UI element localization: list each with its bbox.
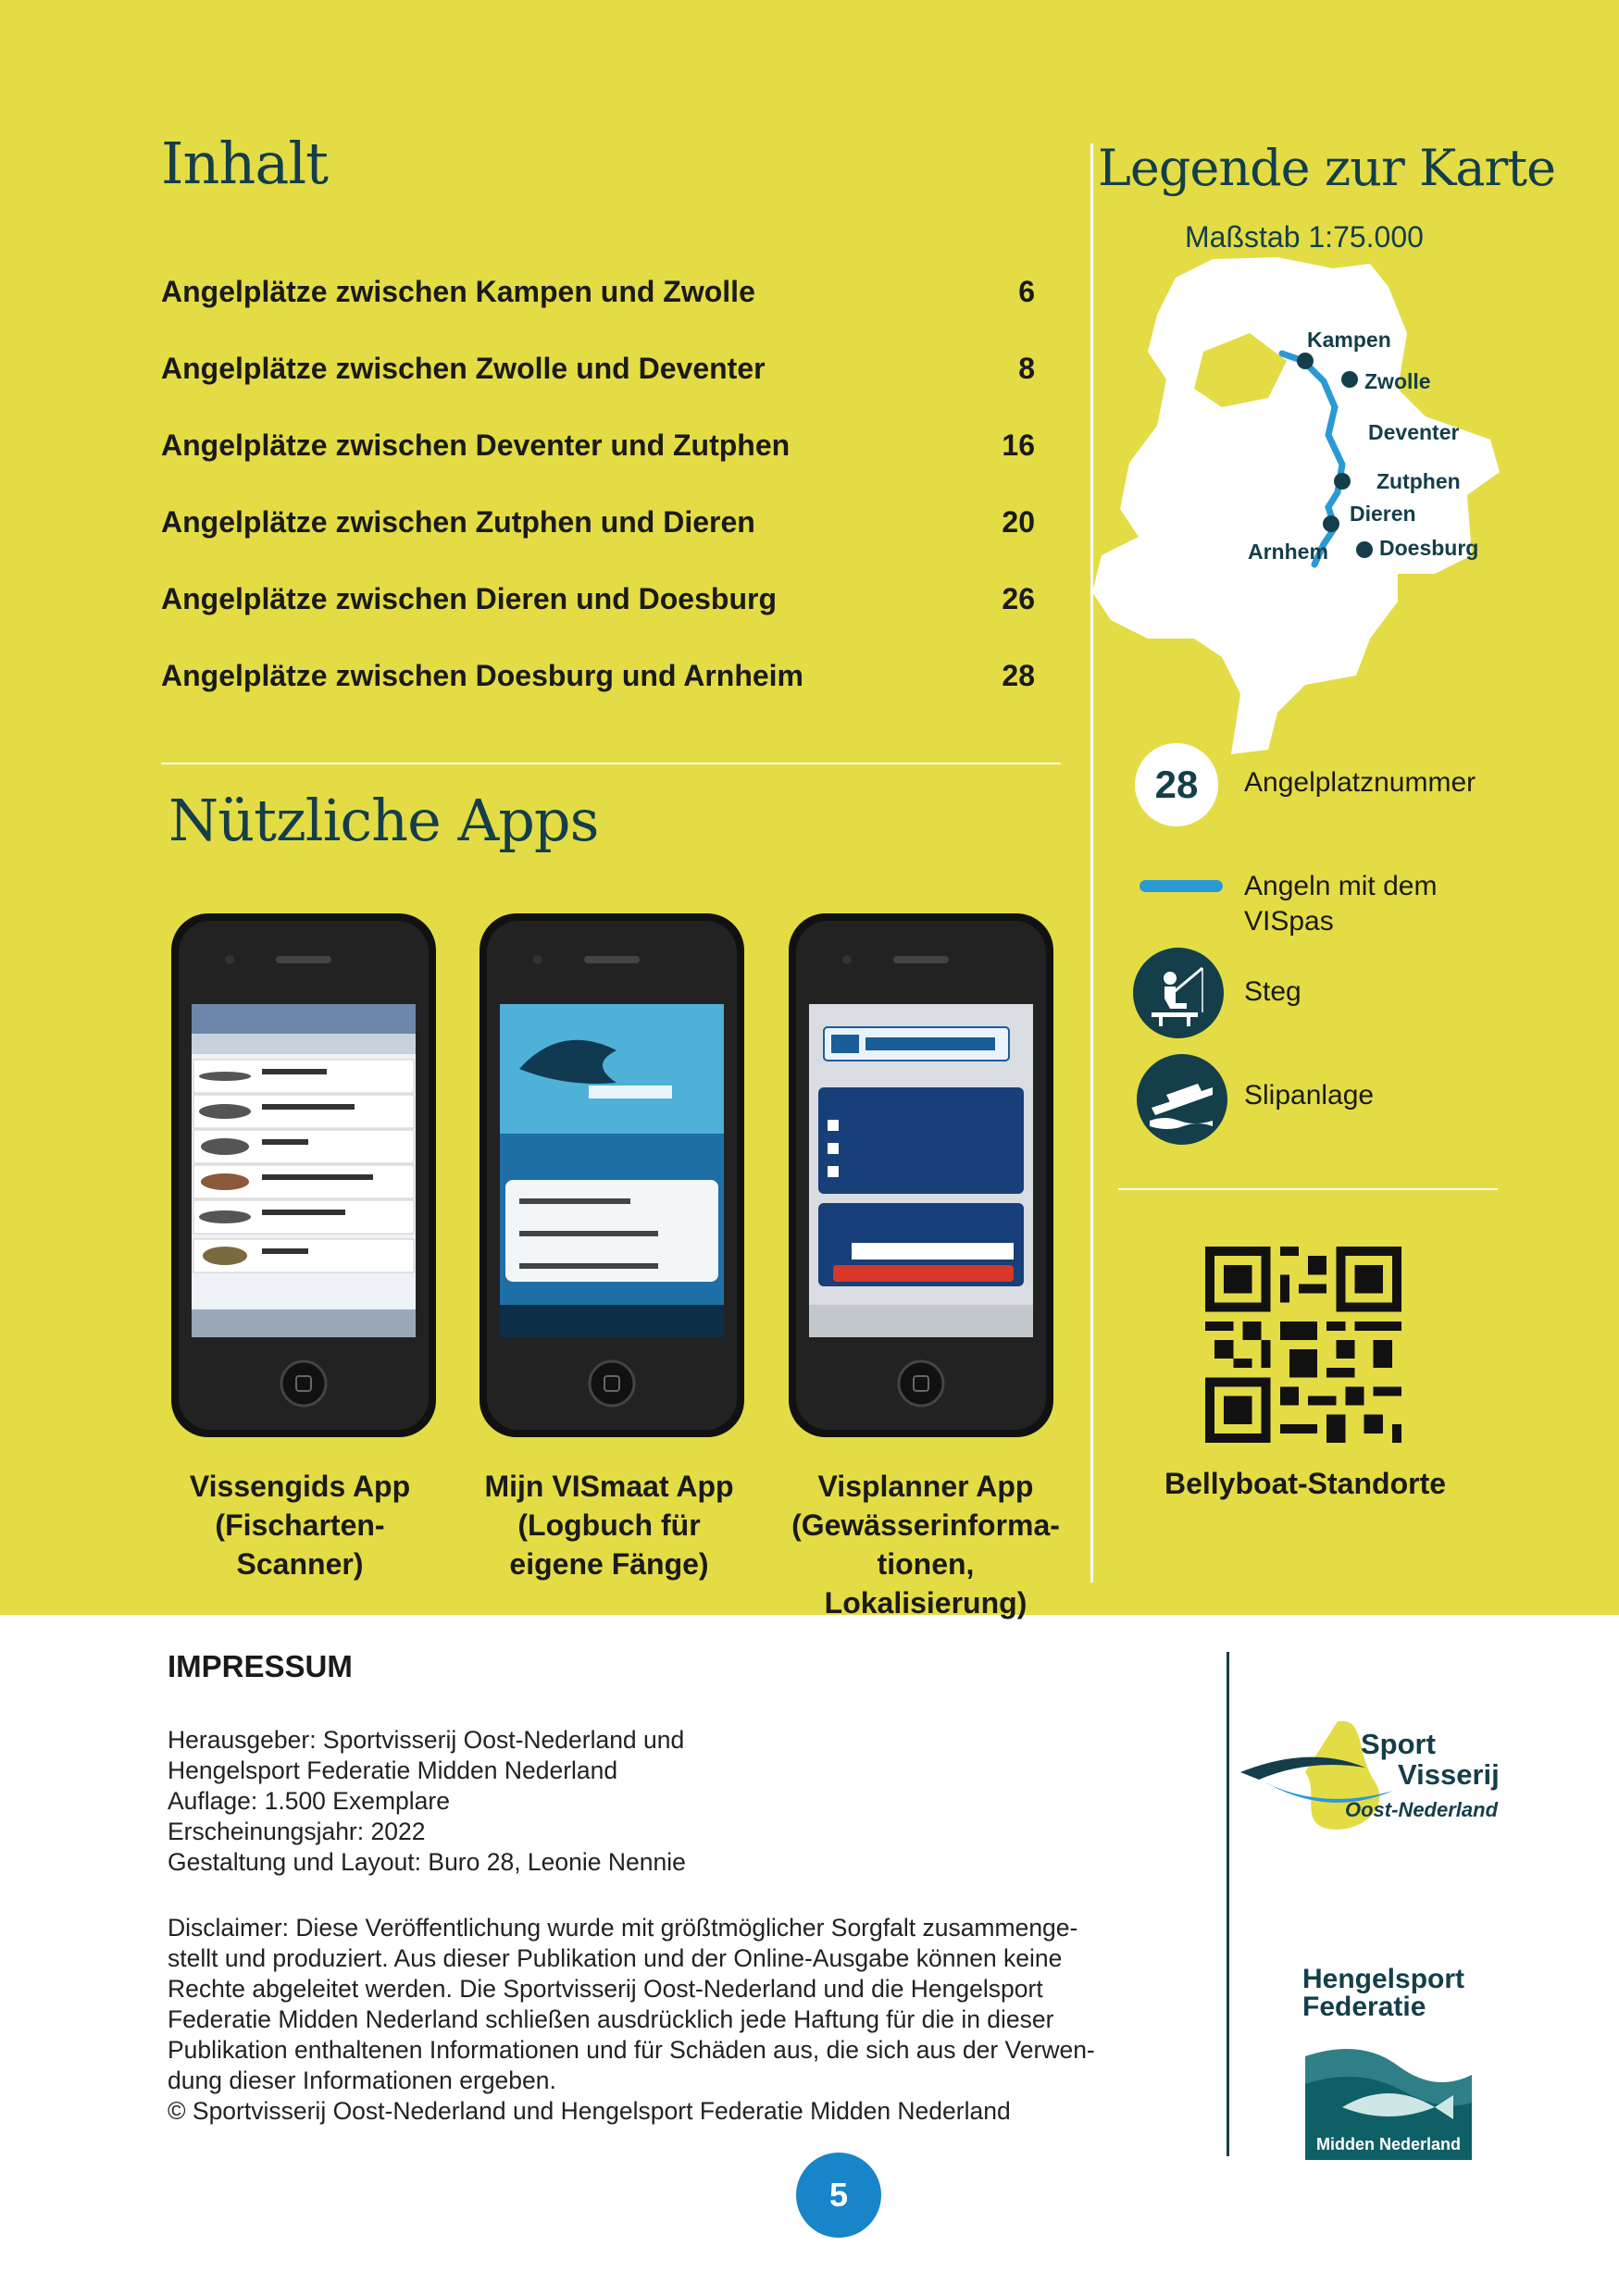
slipway-icon: [1137, 1054, 1227, 1145]
map-point-kampen: [1297, 353, 1314, 369]
map-label-deventer: Deventer: [1368, 420, 1460, 444]
app-caption-visplanner: Visplanner App (Gewässerinforma- tionen, Lokalisierung): [791, 1470, 1060, 1620]
toc-label: Angelplätze zwischen Dieren und Doesburg: [161, 582, 777, 615]
sportvisserij-logo: Sport Visserij Oost-Nederland: [1236, 1717, 1513, 1846]
toc-row: [161, 275, 1035, 309]
impressum-title: IMPRESSUM: [168, 1649, 353, 1683]
toc-label: Angelplätze zwischen Zwolle und Deventer: [161, 352, 766, 385]
toc-row: [161, 582, 1035, 616]
toc-page: 6: [1018, 275, 1035, 308]
hengelsport-federatie-logo: Hengelsport Federatie Midden Nederland: [1301, 1966, 1476, 2160]
toc-page: 26: [1002, 582, 1035, 615]
map-landmass: [1092, 257, 1500, 754]
apps-title: Nützliche Apps: [168, 787, 599, 854]
toc-label: Angelplätze zwischen Doesburg und Arnheim: [161, 659, 803, 692]
map-point-dieren: [1323, 515, 1339, 532]
legend-title: Legende zur Karte: [1098, 139, 1556, 197]
map-scale: Maßstab 1:75.000: [1185, 220, 1424, 254]
map-point-doesburg: [1356, 541, 1373, 558]
toc-row: [161, 505, 1035, 540]
vispas-line-icon: [1140, 880, 1223, 892]
map-label-dieren: Dieren: [1350, 502, 1416, 526]
toc-label: Angelplätze zwischen Deventer und Zutphen: [161, 428, 791, 462]
toc-label: Angelplätze zwischen Kampen und Zwolle: [161, 275, 755, 308]
divider: [161, 763, 1061, 764]
footer-divider: [1227, 1652, 1229, 2156]
vispas-label: Angeln mit dem VISpas: [1244, 871, 1438, 937]
toc-page: 8: [1018, 352, 1035, 385]
page-number: 5: [796, 2153, 881, 2238]
qr-label: Bellyboat-Standorte: [1164, 1467, 1447, 1500]
bellyboat-qr-code[interactable]: [1205, 1247, 1401, 1443]
disclaimer: Disclaimer: Diese Veröffentlichung wurde mit größtmöglicher Sorgfalt zusammenge- stellt und produziert. Aus dieser Publikation und der Online-Ausgabe können keine Rechte abgeleitet werden. Die Sportvisserij Oost-Nederland und die Hengelsport Federatie Midden Nederland schließen ausdrücklich jede Haftung für die in dieser Publikation enthaltenen Informationen und für Schäden aus, die sich aus der Verwen- dung dieser Informationen ergeben. © Sportvisserij Oost-Nederland und Hengelsport Federatie Midden Nederland: [168, 1914, 1095, 2125]
map-label-arnhem: Arnhem: [1248, 540, 1328, 564]
toc-page: 16: [1002, 428, 1035, 462]
map-label-zutphen: Zutphen: [1376, 469, 1461, 493]
spot-number-label: Angelplatznummer: [1244, 767, 1476, 798]
map-label-doesburg: Doesburg: [1379, 536, 1479, 560]
app-caption-vissengids: Vissengids App (Fischarten- Scanner): [189, 1470, 411, 1581]
toc-row: [161, 659, 1035, 693]
visplanner-phone-image: [787, 912, 1055, 1439]
steg-label: Steg: [1244, 976, 1301, 1007]
map-label-zwolle: Zwolle: [1364, 369, 1431, 393]
vismaat-phone-image: [478, 912, 746, 1439]
toc-label: Angelplätze zwischen Zutphen und Dieren: [161, 505, 755, 539]
toc-page: 28: [1002, 659, 1035, 692]
netherlands-map: [1092, 250, 1518, 754]
toc-row: [161, 352, 1035, 386]
map-point-zutphen: [1334, 473, 1351, 490]
impressum-details: Herausgeber: Sportvisserij Oost-Nederland und Hengelsport Federatie Midden Nederland Auflage: 1.500 Exemplare Erscheinungsjahr: 2022 Gestaltung und Layout: Buro 28, Leonie Nennie: [168, 1726, 686, 1876]
toc-page: 20: [1002, 505, 1035, 539]
spot-number-badge: 28: [1135, 743, 1218, 826]
map-label-kampen: Kampen: [1307, 328, 1391, 352]
slipway-label: Slipanlage: [1244, 1080, 1375, 1111]
toc-row: [161, 428, 1035, 463]
steg-icon: [1133, 948, 1224, 1038]
app-caption-vismaat: Mijn VISmaat App (Logbuch für eigene Fänge): [484, 1470, 734, 1581]
map-point-zwolle: [1341, 371, 1358, 388]
vissengids-phone-image: [169, 912, 438, 1439]
toc-title: Inhalt: [161, 130, 329, 197]
legend-divider: [1118, 1188, 1498, 1190]
